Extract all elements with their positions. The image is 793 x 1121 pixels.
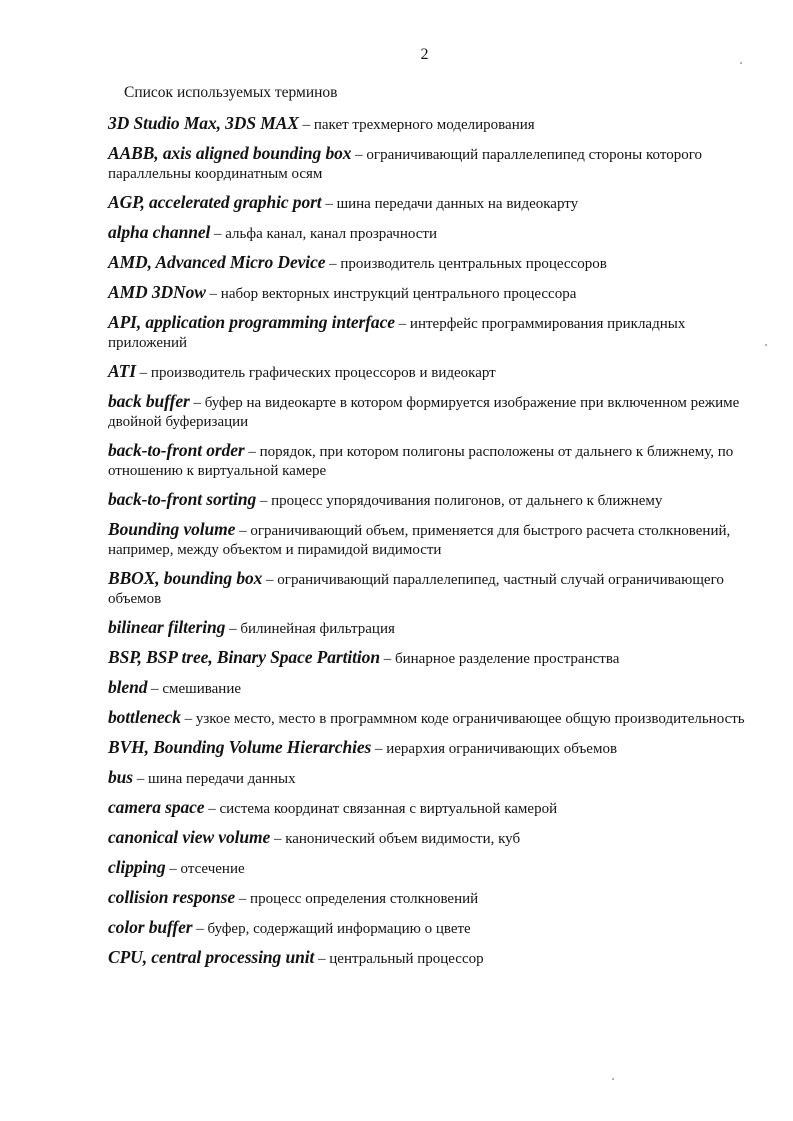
term-separator: – (329, 256, 337, 272)
term-separator: – (169, 861, 177, 877)
glossary-term: collision response (108, 887, 236, 907)
term-separator: – (273, 831, 282, 847)
term-separator: – (196, 921, 204, 937)
glossary-term: AMD 3DNow (108, 282, 206, 302)
glossary-entry (108, 798, 748, 819)
term-separator: – (259, 493, 268, 509)
glossary-definition: альфа канал, канал прозрачности (225, 226, 437, 242)
term-separator: – (184, 711, 193, 727)
glossary-definition: порядок, при котором полигоны расположены от дальнего к ближнему, по отношению к виртуальной камере (108, 444, 734, 479)
glossary-term: back-to-front sorting (108, 489, 257, 509)
glossary-term: blend (108, 677, 148, 697)
term-separator: – (209, 286, 218, 302)
glossary-term: back buffer (108, 391, 190, 411)
glossary-entry (108, 569, 748, 609)
glossary-term: back-to-front order (108, 440, 245, 460)
glossary-definition: билинейная фильтрация (240, 621, 395, 637)
term-separator: – (239, 523, 247, 539)
term-separator: – (139, 365, 148, 381)
glossary-definition: узкое место, место в программном коде ограничивающее общую производительность (195, 711, 745, 727)
glossary-entry (108, 223, 748, 244)
glossary-term: bilinear filtering (108, 617, 226, 637)
glossary-definition: ограничивающий параллелепипед, частный случай ограничивающего объемов (108, 572, 724, 607)
glossary-entry (108, 648, 748, 669)
term-separator: – (266, 572, 274, 588)
glossary-term: BVH, Bounding Volume Hierarchies (108, 737, 372, 757)
glossary-definition: ограничивающий параллелепипед стороны которого параллельны координатным осям (108, 147, 702, 182)
glossary-entry (108, 490, 748, 511)
glossary-definition: интерфейс программирования прикладных приложений (108, 316, 686, 351)
page-number: 2 (420, 46, 429, 63)
term-separator: – (238, 891, 247, 907)
glossary-definition: процесс упорядочивания полигонов, от дальнего к ближнему (271, 493, 663, 509)
term-separator: – (355, 147, 363, 163)
glossary-term: ATI (108, 361, 136, 381)
glossary-entry (108, 738, 748, 759)
glossary-definition: набор векторных инструкций центрального процессора (220, 286, 577, 302)
scan-speck (612, 1078, 614, 1080)
scan-speck (740, 62, 742, 64)
term-separator: – (193, 395, 201, 411)
glossary-term: BSP, BSP tree, Binary Space Partition (108, 647, 380, 667)
glossary-definition: смешивание (162, 681, 242, 697)
glossary-entry (108, 253, 748, 274)
glossary-term: 3D Studio Max, 3DS MAX (108, 113, 299, 133)
glossary-entry (108, 918, 748, 939)
glossary-list (108, 114, 748, 978)
glossary-entry (108, 678, 748, 699)
glossary-definition: канонический объем видимости, куб (285, 831, 521, 847)
term-separator: – (375, 741, 383, 757)
glossary-entry (108, 618, 748, 639)
glossary-definition: центральный процессор (329, 951, 484, 967)
glossary-definition: пакет трехмерного моделирования (313, 117, 535, 133)
glossary-term: clipping (108, 857, 166, 877)
glossary-term: camera space (108, 797, 205, 817)
term-separator: – (383, 651, 392, 667)
glossary-entry (108, 392, 748, 432)
glossary-entry (108, 313, 748, 353)
glossary-term: bottleneck (108, 707, 181, 727)
glossary-definition: бинарное разделение пространства (394, 651, 620, 667)
term-separator: – (229, 621, 237, 637)
glossary-entry (108, 708, 748, 729)
glossary-term: bus (108, 767, 133, 787)
glossary-definition: буфер на видеокарте в котором формируется изображение при включенном режиме двойной буферизации (108, 395, 740, 430)
glossary-entry (108, 888, 748, 909)
glossary-entry (108, 283, 748, 304)
glossary-definition: производитель центральных процессоров (340, 256, 607, 272)
term-separator: – (302, 117, 311, 133)
term-separator: – (318, 951, 326, 967)
glossary-term: canonical view volume (108, 827, 271, 847)
list-heading: Список используемых терминов (124, 84, 338, 101)
glossary-term: AMD, Advanced Micro Device (108, 252, 326, 272)
glossary-entry (108, 144, 748, 184)
glossary-entry (108, 948, 748, 969)
term-separator: – (248, 444, 256, 460)
glossary-entry (108, 362, 748, 383)
glossary-term: color buffer (108, 917, 193, 937)
term-separator: – (214, 226, 222, 242)
glossary-entry (108, 858, 748, 879)
glossary-entry (108, 828, 748, 849)
glossary-entry (108, 114, 748, 135)
glossary-term: AGP, accelerated graphic port (108, 192, 322, 212)
glossary-definition: система координат связанная с виртуальной камерой (219, 801, 558, 817)
glossary-entry (108, 520, 748, 560)
glossary-entry (108, 768, 748, 789)
term-separator: – (136, 771, 145, 787)
term-separator: – (398, 316, 407, 332)
glossary-entry (108, 193, 748, 214)
glossary-definition: буфер, содержащий информацию о цвете (207, 921, 471, 937)
glossary-entry (108, 441, 748, 481)
glossary-term: API, application programming interface (108, 312, 395, 332)
glossary-definition: шина передачи данных на видеокарту (336, 196, 579, 212)
scan-speck (765, 344, 767, 346)
glossary-definition: процесс определения столкновений (250, 891, 479, 907)
term-separator: – (208, 801, 216, 817)
term-separator: – (325, 196, 333, 212)
glossary-definition: шина передачи данных (148, 771, 296, 787)
glossary-term: AABB, axis aligned bounding box (108, 143, 352, 163)
glossary-definition: ограничивающий объем, применяется для быстрого расчета столкновений, например, между объектом и пирамидой видимости (108, 523, 731, 558)
glossary-term: CPU, central processing unit (108, 947, 315, 967)
glossary-definition: производитель графических процессоров и видеокарт (150, 365, 496, 381)
glossary-term: BBOX, bounding box (108, 568, 263, 588)
glossary-term: Bounding volume (108, 519, 236, 539)
term-separator: – (151, 681, 159, 697)
glossary-term: alpha channel (108, 222, 211, 242)
glossary-definition: отсечение (180, 861, 245, 877)
glossary-definition: иерархия ограничивающих объемов (386, 741, 618, 757)
